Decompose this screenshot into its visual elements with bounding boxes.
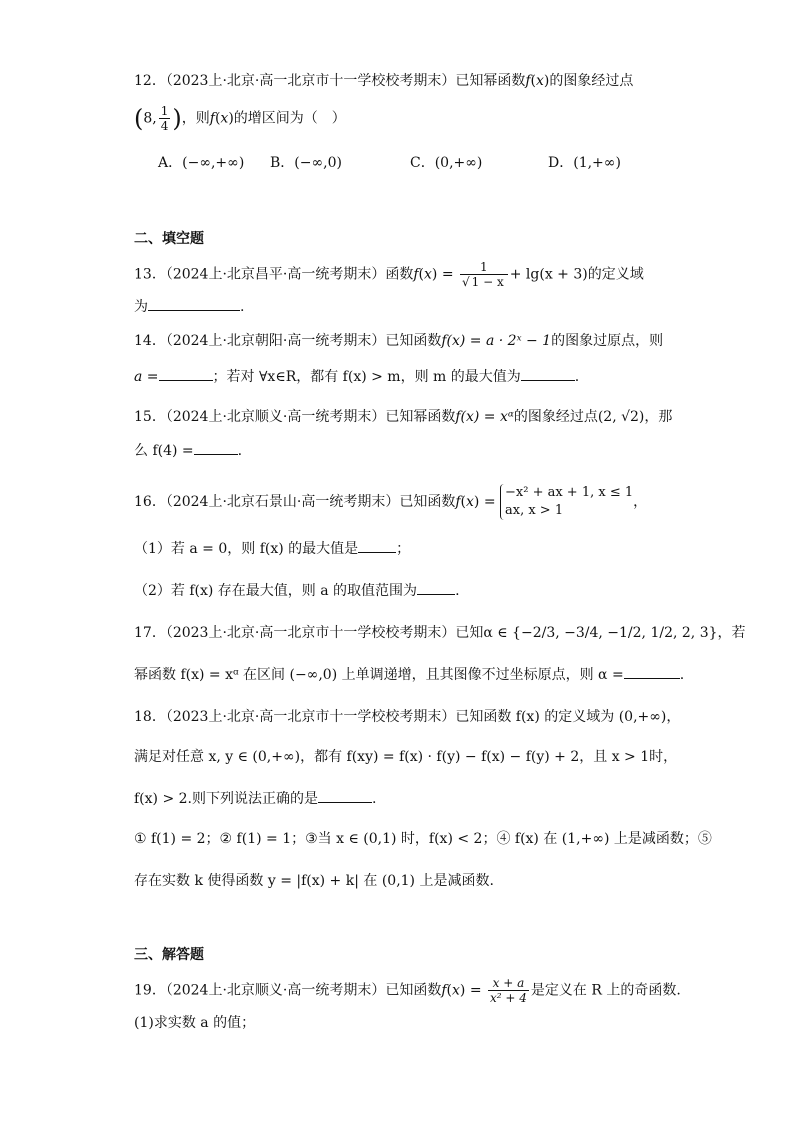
q14-blank-m[interactable] [521,366,575,381]
question-12-line1: 12．（2023上·北京·高一北京市十一学校校考期末）已知幂函数f(x)的图象经过点 [134,73,634,89]
q15-blank[interactable] [194,440,238,455]
question-17-line1: 17．（2023上·北京·高一北京市十一学校校考期末）已知α ∈ {−2/3, −3/4, −1/2, 1/2, 2, 3}，若 [134,625,746,641]
q16-piecewise: −x² + ax + 1, x ≤ 1 ax, x > 1 [500,484,633,520]
section-fill-in-title: 二、填空题 [134,231,204,247]
q12-tail: 的增区间为（ ） [233,110,346,127]
q16-blank-1[interactable] [358,538,396,553]
q12-option-c: C．(0,+∞) [410,155,483,171]
q12-mid: 的图象经过点 [549,73,634,89]
question-14-line2: a = ；若对 ∀x∈R，都有 f(x) > m，则 m 的最大值为 . [134,366,579,388]
question-15-line2: 么 f(4) = . [134,440,242,462]
question-17-line2: 幂函数 f(x) = xᵅ 在区间 (−∞,0) 上单调递增，且其图像不过坐标原点，则 α = . [134,664,684,686]
question-16-part1: （1）若 a = 0，则 f(x) 的最大值是 ； [134,538,410,560]
q13-answer-blank[interactable] [148,296,240,311]
question-13-line1: 13．（2024上·北京昌平·高一统考期末）函数f(x) = $\frac{1}{√ 1 - x}$ + lg(x + 3)的定义域 [134,260,644,289]
question-19-line1: 19．（2024上·北京顺义·高一统考期末）已知函数f(x) = $\frac{x + a}{\text{x² + 4}}$ 是定义在 R 上的奇函数. [134,976,681,1005]
q13-fraction: $\frac{1}{√ 1 - x}$ [460,260,508,289]
question-18-line3: f(x) > 2.则下列说法正确的是 . [134,788,376,810]
q12-option-a: A．(−∞,+∞) [158,155,245,171]
question-19-sub1: (1)求实数 a 的值； [134,1015,256,1031]
question-16-part2: （2）若 f(x) 存在最大值，则 a 的取值范围为 . [134,580,460,602]
q14-blank-a[interactable] [159,366,213,381]
question-18-options: ① f(1) = 2；② f(1) = 1；③当 x ∈ (0,1) 时，f(x) < 2；④ f(x) 在 (1,+∞) 上是减函数；⑤ [134,831,712,847]
q12-option-d: D．(1,+∞) [548,155,621,171]
q12-option-b: B．(−∞,0) [270,155,342,171]
question-16-line1: 16．（2024上·北京石景山·高一统考期末）已知函数f(x) = −x² + ax + 1, x ≤ 1 ax, x > 1 ， [134,485,648,518]
question-18-option5: 存在实数 k 使得函数 y = |f(x) + k| 在 (0,1) 上是减函数. [134,873,494,889]
question-12-line2: (8, $\frac{1}{4}$ )，则f(x)的增区间为（ ） [134,104,346,133]
question-18-line1: 18．（2023上·北京·高一北京市十一学校校考期末）已知函数 f(x) 的定义域为 (0,+∞)， [134,709,681,725]
question-13-line2: 为 . [134,296,244,318]
q12-point-frac: $\frac{1}{4}$ [160,104,169,133]
question-15-line1: 15．（2024上·北京顺义·高一统考期末）已知幂函数f(x) = xᵅ的图象经过点(2, √2)，那 [134,409,673,425]
q12-prefix: 12．（2023上·北京·高一北京市十一学校校考期末）已知幂函数 [134,73,526,89]
q16-blank-2[interactable] [417,580,455,595]
q12-point-a: 8 [143,110,153,127]
question-14-line1: 14．（2024上·北京朝阳·高一统考期末）已知函数f(x) = a · 2ˣ − 1的图象过原点，则 [134,333,664,349]
q19-fraction: $\frac{x + a}{\text{x² + 4}}$ [490,976,527,1005]
section-solution-title: 三、解答题 [134,947,204,963]
q18-blank[interactable] [318,788,372,803]
question-18-line2: 满足对任意 x, y ∈ (0,+∞)，都有 f(xy) = f(x) · f(y) − f(x) − f(y) + 2，且 x > 1时， [134,749,678,765]
q17-blank[interactable] [624,664,680,679]
